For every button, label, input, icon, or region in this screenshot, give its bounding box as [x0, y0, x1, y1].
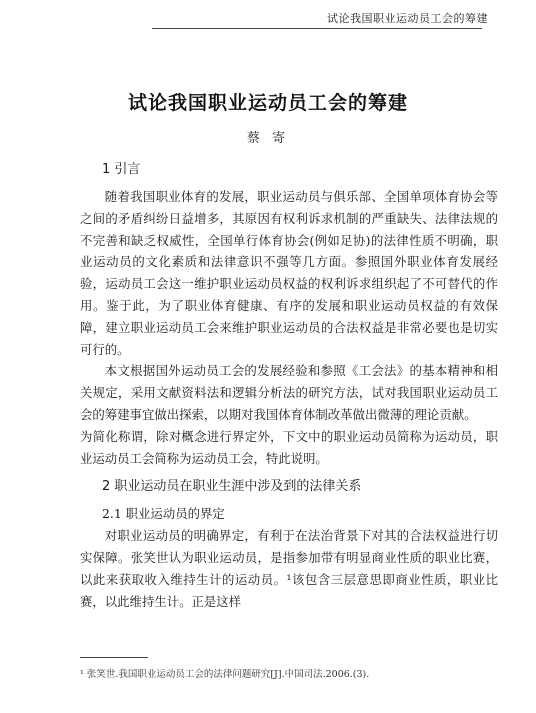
paragraph: 对职业运动员的明确界定，有利于在法治背景下对其的合法权益进行切实保障。张笑世认为职业运动员，是指参加带有明显商业性质的职业比赛，以此来获取收入维持生计的运动员。¹该包含三层意思即商业性质，职业比赛，以此维持生计。正是这样	[80, 528, 498, 609]
paragraph: 本文根据国外运动员工会的发展经验和参照《工会法》的基本精神和相关规定，采用文献资料法和逻辑分析法的研究方法，试对我国职业运动员工会的筹建事宜做出探索，以期对我国体育体制改革做出微薄的理论贡献。	[80, 363, 498, 422]
article-body	[80, 160, 498, 612]
footnote: ¹ 张笑世.我国职业运动员工会的法律问题研究[J].中国司法.2006.(3).	[80, 669, 370, 680]
article-title: 试论我国职业运动员工会的筹建	[127, 92, 408, 114]
footnote-rule	[80, 657, 148, 658]
article-author: 蔡 寄	[246, 131, 290, 146]
running-title: 试论我国职业运动员工会的筹建	[327, 12, 488, 25]
section-heading: 2 职业运动员在职业生涯中涉及到的法律关系	[102, 479, 362, 495]
paragraph: 为简化称谓，除对概念进行界定外，下文中的职业运动员简称为运动员，职业运动员工会简称为运动员工会，特此说明。	[80, 428, 498, 466]
paragraph: 随着我国职业体育的发展，职业运动员与俱乐部、全国单项体育协会等之间的矛盾纠纷日益增多，其原因有权利诉求机制的严重缺失、法律法规的不完善和缺乏权威性，全国单行体育协会(例如足协)的法律性质不明确，职业运动员的文化素质和法律意识不强等几方面。参照国外职业体育发展经验，运动员工会这一维护职业运动员权益的权利诉求组织起了不可替代的作用。鉴于此，为了职业体育健康、有序的发展和职业运动员权益的有效保障，建立职业运动员工会来维护职业运动员的合法权益是非常必要也是切实可行的。	[80, 189, 498, 357]
subsection-heading: 2.1 职业运动员的界定	[102, 506, 225, 522]
section-heading: 1 引言	[102, 162, 141, 177]
header-rule	[152, 28, 482, 29]
